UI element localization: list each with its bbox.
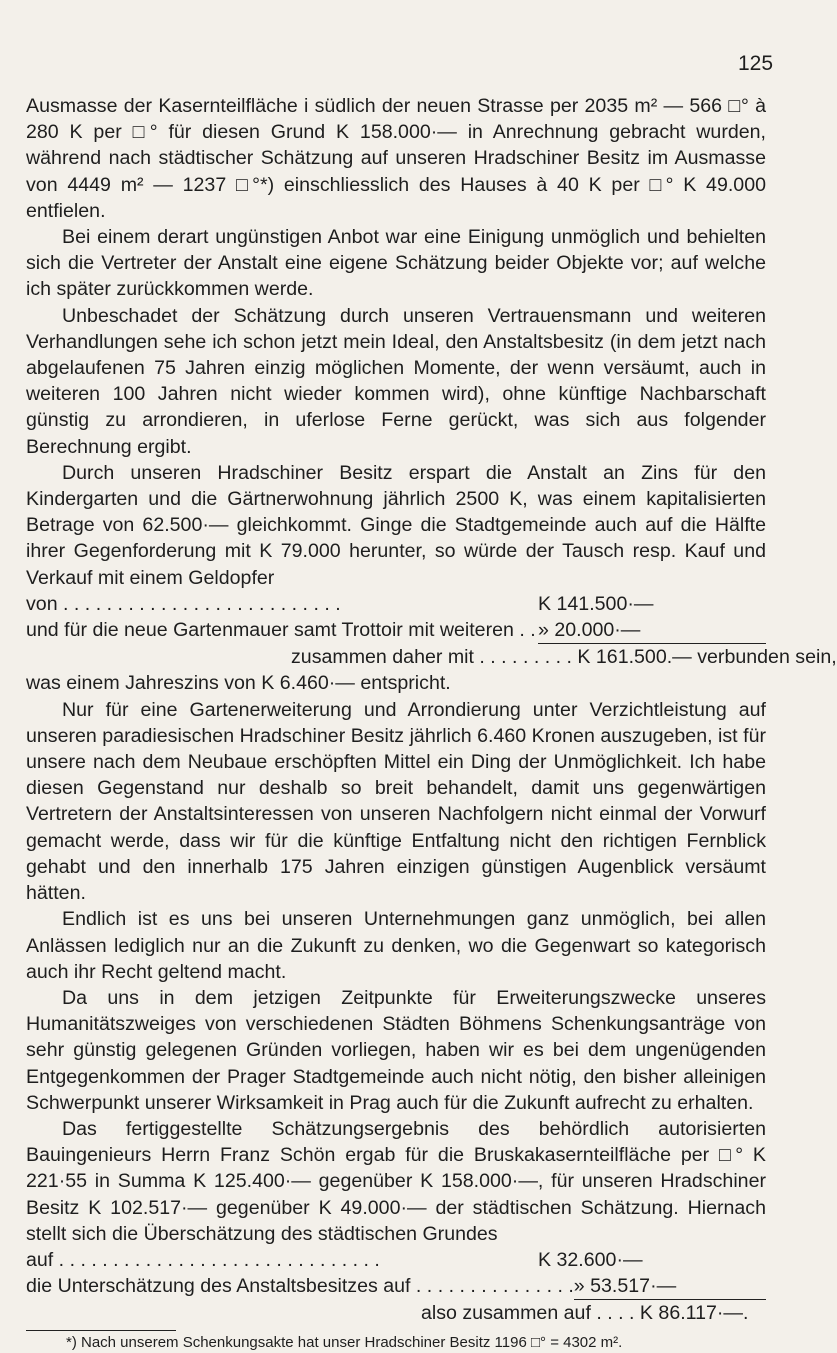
sum-amount: K 161.500.— bbox=[577, 646, 692, 669]
paragraph: Nur für eine Gartenerweiterung und Arrondierung unter Verzichtleistung auf unseren paradiesischen Hradschiner Besitz jährlich 6.460 Kronen auszugeben, ist für unsere nach dem Neubaue erschöpften Mittel ein Ding der Unmöglichkeit. Ich habe diesen Gegenstand nur deshalb so breit behandelt, damit uns gegenwärtigen Vertretern der Anstaltsinteressen von unseren Nachfolgern nicht einmal der Vorwurf gemacht werde, dass wir für die künftige Entfaltung nicht den richtigen Fernblick gehabt und den innerhalb 175 Jahren einzigen günstigen Augenblick versäumt hätten. bbox=[26, 698, 766, 905]
sum-label: also zusammen auf . . . . bbox=[421, 1302, 635, 1325]
calculation-line bbox=[26, 1247, 766, 1273]
calculation-label: die Unterschätzung des Anstaltsbesitzes auf . . . . . . . . . . . . . . . bbox=[26, 1275, 574, 1298]
footnote-divider bbox=[26, 1330, 176, 1331]
calculation-line bbox=[26, 617, 766, 644]
calculation-line bbox=[26, 591, 766, 617]
sum-amount: K 86.117·—. bbox=[639, 1302, 749, 1325]
paragraph: Unbeschadet der Schätzung durch unseren Vertrauensmann und weiteren Verhandlungen sehe ich schon jetzt mein Ideal, den Anstaltsbesitz (in dem jetzt nach abgelaufenen 75 Jahren einzig möglichen Momente, der wenn versäumt, auch in weiteren 100 Jahren nicht wieder kommen wird), ohne künftige Nachbarschaft günstig zu arrondieren, in uferlose Ferne gerückt, was sich aus folgender Berechnung ergibt. bbox=[26, 304, 766, 458]
sum-label: zusammen daher mit . . . . . . . . . bbox=[291, 646, 572, 669]
calculation-amount: K 141.500·— bbox=[538, 592, 654, 615]
calculation-amount: » 20.000·— bbox=[538, 617, 766, 644]
calculation-line bbox=[26, 1273, 766, 1300]
paragraph: Das fertiggestellte Schätzungsergebnis des behördlich autorisierten Bauingenieurs Herrn Franz Schön ergab für die Bruskakasernteilfläche per □° K 221·55 in Summa K 125.400·— gegenüber K 158.000·—, für unseren Hradschiner Besitz K 102.517·— gegenüber K 49.000·— der städtischen Schätzung. Hiernach stellt sich die Überschätzung des städtischen Grundes bbox=[26, 1117, 766, 1245]
sum-line bbox=[26, 644, 837, 670]
calculation-label: und für die neue Gartenmauer samt Trottoir mit weiteren . . bbox=[26, 619, 536, 642]
calculation-amount: » 53.517·— bbox=[574, 1273, 766, 1300]
paragraph: Endlich ist es uns bei unseren Unternehmungen ganz unmöglich, bei allen Anlässen lediglich nur an die Zukunft zu denken, wo die Gegenwart so kategorisch auch ihr Recht geltend macht. bbox=[26, 908, 766, 983]
page-number: 125 bbox=[738, 52, 774, 75]
paragraph: Durch unseren Hradschiner Besitz erspart die Anstalt an Zins für den Kindergarten und die Gärtnerwohnung jährlich 2500 K, was einem kapitalisierten Betrage von 62.500·— gleichkommt. Ginge die Stadtgemeinde auch auf die Hälfte ihrer Gegenforderung mit K 79.000 herunter, so würde der Tausch resp. Kauf und Verkauf mit einem Geldopfer bbox=[26, 461, 766, 589]
footnote: *) Nach unserem Schenkungsakte hat unser Hradschiner Besitz 1196 □° = 4302 m². bbox=[66, 1333, 623, 1351]
document-body bbox=[26, 93, 837, 1353]
paragraph: was einem Jahreszins von K 6.460·— entspricht. bbox=[26, 672, 451, 695]
calculation-label: auf . . . . . . . . . . . . . . . . . . . . . . . . . . . . . . bbox=[26, 1248, 380, 1271]
sum-line bbox=[26, 1300, 766, 1326]
calculation-amount: K 32.600·— bbox=[538, 1248, 643, 1271]
paragraph: Ausmasse der Kasernteilfläche i südlich der neuen Strasse per 2035 m² — 566 □° à 280 K per □° für diesen Grund K 158.000·— in Anrechnung gebracht wurden, während nach städtischer Schätzung auf unseren Hradschiner Besitz im Ausmasse von 4449 m² — 1237 □°*) einschliesslich des Hauses à 40 K per □° K 49.000 entfielen. bbox=[26, 95, 766, 222]
calculation-label: von . . . . . . . . . . . . . . . . . . . . . . . . . . bbox=[26, 592, 341, 615]
sum-tail: verbunden sein, bbox=[697, 646, 837, 669]
paragraph: Bei einem derart ungünstigen Anbot war eine Einigung unmöglich und behielten sich die Vertreter der Anstalt eine eigene Schätzung beider Objekte vor; auf welche ich später zurückkommen werde. bbox=[26, 226, 766, 301]
paragraph: Da uns in dem jetzigen Zeitpunkte für Erweiterungszwecke unseres Humanitätszweiges von verschiedenen Städten Böhmens Schenkungsanträge von sehr günstig gelegenen Gründen vorliegen, haben wir es bei dem ungenügenden Entgegenkommen der Prager Stadtgemeinde auch nicht nötig, den bisher alleinigen Schwerpunkt unserer Wirksamkeit in Prag auch für die Zukunft aufrecht zu erhalten. bbox=[26, 986, 766, 1114]
